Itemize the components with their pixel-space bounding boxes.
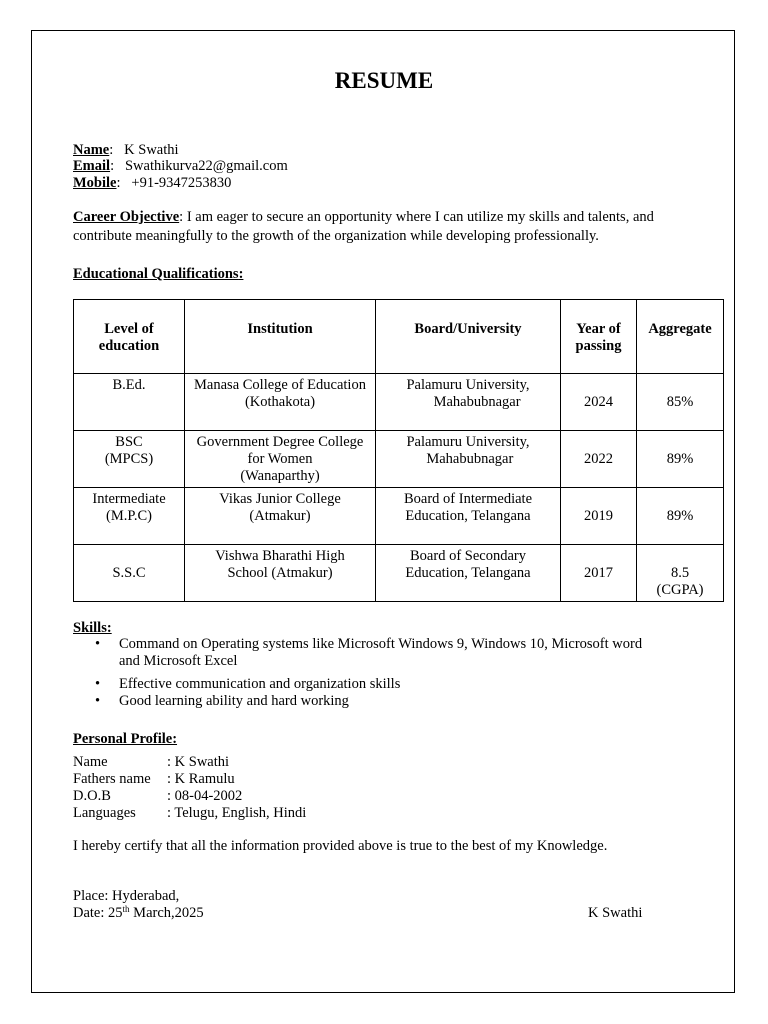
- cell-board: Palamuru University, Mahabubnagar: [376, 431, 561, 488]
- cell-year: 2017: [561, 545, 637, 602]
- signature: K Swathi: [588, 905, 643, 921]
- name-line: Name: K Swathi: [73, 142, 179, 158]
- list-item: • Command on Operating systems like Microsoft Windows 9, Windows 10, Microsoft word and Microsoft Excel: [95, 636, 643, 669]
- place: Place: Hyderabad,: [73, 888, 180, 904]
- profile-father-key: Fathers name: [73, 771, 151, 787]
- cell-aggregate: 89%: [637, 431, 724, 488]
- cell-aggregate: 89%: [637, 488, 724, 545]
- cell-year: 2019: [561, 488, 637, 545]
- cell-aggregate: 8.5 (CGPA): [637, 545, 724, 602]
- cell-level: Intermediate (M.P.C): [74, 488, 185, 545]
- header-institution: Institution: [185, 300, 376, 374]
- cell-board: Board of Intermediate Education, Telangana: [376, 488, 561, 545]
- profile-dob-value: : 08-04-2002: [167, 788, 243, 804]
- table-header-row: [74, 300, 724, 374]
- table-row: [74, 545, 724, 602]
- cell-level: S.S.C: [74, 545, 185, 602]
- declaration: I hereby certify that all the information provided above is true to the best of my Knowledge.: [73, 838, 608, 854]
- mobile-label: Mobile: [73, 175, 117, 191]
- profile-name-key: Name: [73, 754, 108, 770]
- mobile-line: Mobile: +91-9347253830: [73, 175, 232, 191]
- list-item: • Effective communication and organization skills: [95, 676, 401, 692]
- bullet-icon: •: [95, 636, 101, 652]
- career-objective-label: Career Objective: [73, 209, 180, 225]
- profile-languages-value: : Telugu, English, Hindi: [167, 805, 307, 821]
- email-label: Email: [73, 158, 111, 174]
- resume-title: RESUME: [334, 68, 434, 93]
- header-board: Board/University: [376, 300, 561, 374]
- cell-institution: Vishwa Bharathi High School (Atmakur): [185, 545, 376, 602]
- profile-dob-key: D.O.B: [73, 788, 111, 804]
- profile-father-value: : K Ramulu: [167, 771, 235, 787]
- table-row: [74, 374, 724, 431]
- cell-institution: Vikas Junior College (Atmakur): [185, 488, 376, 545]
- header-aggregate: Aggregate: [637, 300, 724, 374]
- cell-board: Board of Secondary Education, Telangana: [376, 545, 561, 602]
- email-value: Swathikurva22@gmail.com: [124, 158, 288, 174]
- email-line: Email: Swathikurva22@gmail.com: [73, 158, 288, 174]
- career-objective: Career Objective: I am eager to secure an opportunity where I can utilize my skills and talents, and contribute meaningfully to the growth of the organization while developing professionally.: [73, 209, 654, 244]
- bullet-icon: •: [95, 676, 101, 692]
- career-objective-text: I am eager to secure an opportunity where I can utilize my skills and talents, and contribute meaningfully to the growth of the organization while developing professionally.: [73, 209, 654, 244]
- cell-institution: Manasa College of Education (Kothakota): [185, 374, 376, 431]
- list-item: • Good learning ability and hard working: [95, 692, 349, 709]
- skills-list: [95, 636, 715, 716]
- profile-languages-key: Languages: [73, 805, 136, 821]
- cell-year: 2024: [561, 374, 637, 431]
- education-heading: Educational Qualifications:: [73, 266, 244, 282]
- cell-level: BSC (MPCS): [74, 431, 185, 488]
- table-row: [74, 431, 724, 488]
- table-row: [74, 488, 724, 545]
- name-value: K Swathi: [124, 142, 179, 158]
- date: Date: 25th March,2025: [73, 904, 204, 921]
- header-year: Year of passing: [561, 300, 637, 374]
- education-table: [73, 299, 724, 602]
- cell-board: Palamuru University, Mahabubnagar: [376, 374, 561, 431]
- cell-institution: Government Degree College for Women (Wanaparthy): [185, 431, 376, 488]
- personal-profile-heading: Personal Profile:: [73, 731, 178, 747]
- cell-aggregate: 85%: [637, 374, 724, 431]
- name-label: Name: [73, 142, 110, 158]
- cell-year: 2022: [561, 431, 637, 488]
- skills-heading: Skills:: [73, 620, 112, 636]
- profile-name-value: : K Swathi: [167, 754, 230, 770]
- header-level: Level of education: [74, 300, 185, 374]
- mobile-value: +91-9347253830: [131, 175, 232, 191]
- cell-level: B.Ed.: [74, 374, 185, 431]
- bullet-icon: •: [95, 692, 101, 709]
